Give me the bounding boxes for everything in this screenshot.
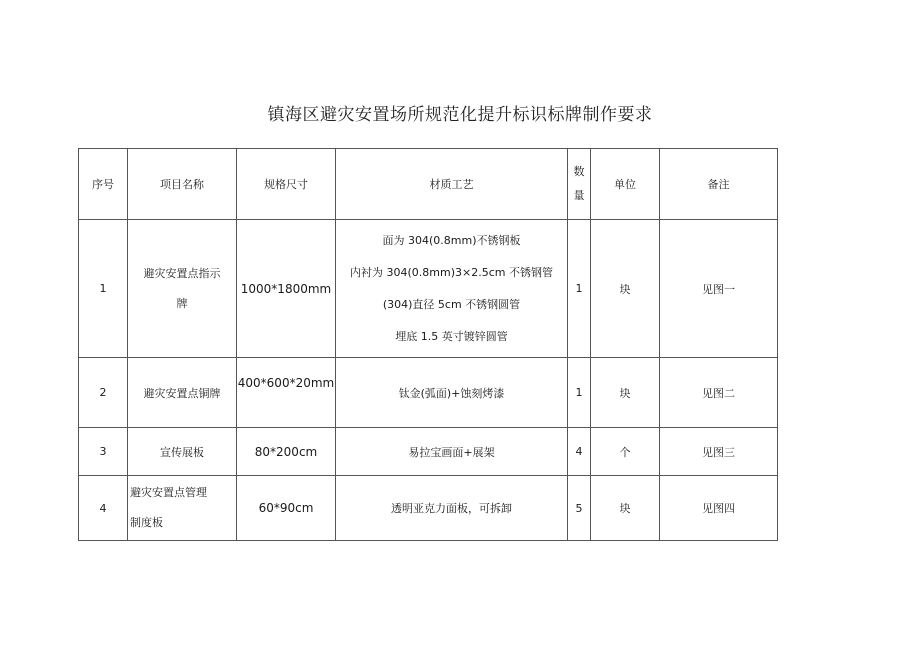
cell-spec: 400*600*20mm	[237, 358, 336, 428]
cell-name-line2: 牌	[176, 296, 188, 310]
header-note: 备注	[660, 149, 778, 220]
header-name: 项目名称	[128, 149, 237, 220]
cell-note: 见图三	[660, 428, 778, 476]
header-index: 序号	[79, 149, 128, 220]
material-line: 埋底 1.5 英寸镀锌圆管	[395, 329, 508, 343]
cell-material: 透明亚克力面板，可拆卸	[336, 476, 568, 541]
material-line: 面为 304(0.8mm)不锈钢板	[382, 233, 521, 247]
cell-note: 见图一	[660, 220, 778, 358]
cell-name: 宣传展板	[128, 428, 237, 476]
cell-material: 钛金(弧面)+蚀刻烤漆	[336, 358, 568, 428]
cell-note: 见图二	[660, 358, 778, 428]
cell-index: 2	[79, 358, 128, 428]
document-title: 镇海区避灾安置场所规范化提升标识标牌制作要求	[267, 105, 653, 125]
header-material: 材质工艺	[336, 149, 568, 220]
cell-quantity: 5	[568, 476, 591, 541]
cell-name-line1: 避灾安置点指示	[143, 266, 221, 280]
cell-name-line1: 避灾安置点管理	[130, 486, 207, 499]
cell-quantity: 1	[568, 358, 591, 428]
header-unit: 单位	[591, 149, 660, 220]
cell-unit: 块	[591, 358, 660, 428]
cell-unit: 块	[591, 476, 660, 541]
requirements-table	[78, 148, 778, 541]
cell-spec: 60*90cm	[237, 476, 336, 541]
table-row	[79, 476, 778, 541]
header-spec: 规格尺寸	[237, 149, 336, 220]
cell-note: 见图四	[660, 476, 778, 541]
header-quantity-line1: 数	[573, 165, 585, 178]
cell-name	[128, 476, 237, 541]
material-line: (304)直径 5cm 不锈钢圆管	[382, 297, 521, 311]
cell-unit: 个	[591, 428, 660, 476]
header-quantity-line2: 量	[573, 189, 585, 202]
cell-index: 3	[79, 428, 128, 476]
cell-spec: 1000*1800mm	[237, 220, 336, 358]
cell-name	[128, 220, 237, 358]
cell-quantity: 1	[568, 220, 591, 358]
table-row	[79, 428, 778, 476]
cell-name-line2: 制度板	[130, 516, 163, 529]
cell-unit: 块	[591, 220, 660, 358]
cell-index: 4	[79, 476, 128, 541]
cell-index: 1	[79, 220, 128, 358]
cell-quantity: 4	[568, 428, 591, 476]
table-header-row	[79, 149, 778, 220]
cell-material: 易拉宝画面+展架	[336, 428, 568, 476]
cell-spec: 80*200cm	[237, 428, 336, 476]
cell-material	[336, 220, 568, 358]
cell-name: 避灾安置点铜牌	[128, 358, 237, 428]
material-line: 内衬为 304(0.8mm)3×2.5cm 不锈钢管	[350, 265, 553, 279]
header-quantity	[568, 149, 591, 220]
table-row	[79, 358, 778, 428]
table-row	[79, 220, 778, 358]
